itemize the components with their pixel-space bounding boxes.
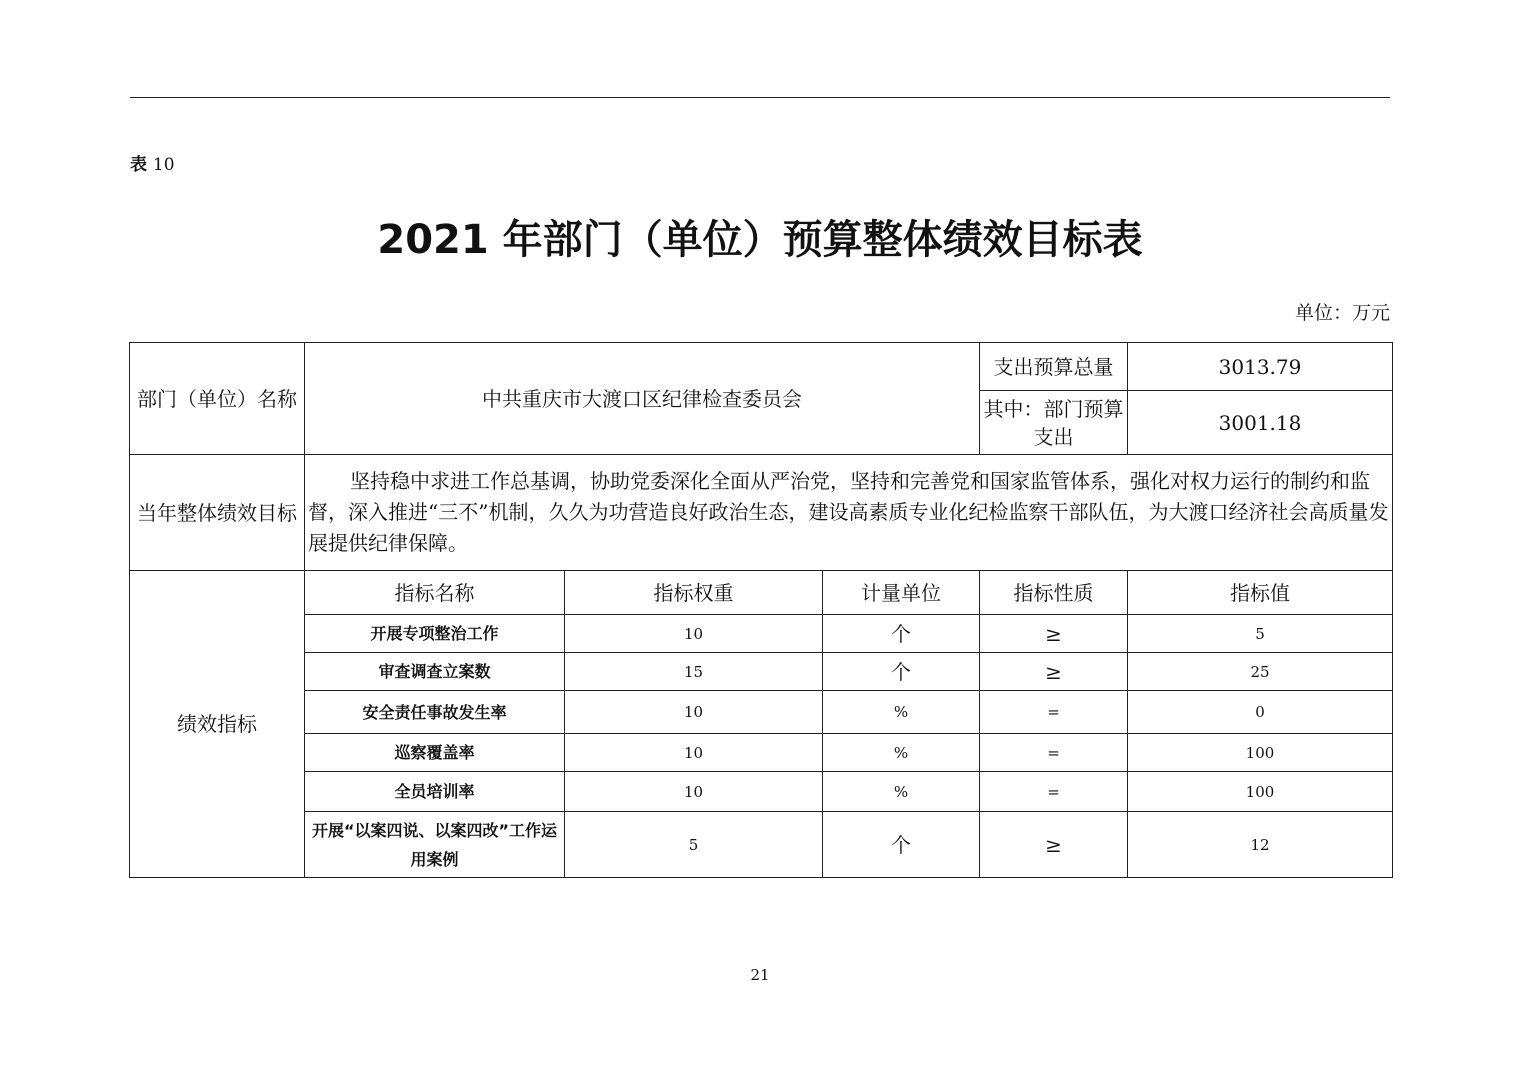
indicator-value: 25 bbox=[1128, 653, 1393, 691]
indicator-value: 12 bbox=[1128, 812, 1393, 878]
dept-label-cell: 部门（单位）名称 bbox=[130, 343, 305, 455]
unit-note: 单位：万元 bbox=[1294, 302, 1390, 324]
indicator-weight: 10 bbox=[565, 734, 823, 772]
goal-text-cell: 坚持稳中求进工作总基调，协助党委深化全面从严治党，坚持和完善党和国家监管体系，强化对权力运行的制约和监督，深入推进“三不”机制，久久为功营造良好政治生态，建设高素质专业化纪检监察干部队伍，为大渡口经济社会高质量发展提供纪律保障。 bbox=[305, 455, 1393, 571]
indicator-value: 100 bbox=[1128, 734, 1393, 772]
total-budget-label-cell: 支出预算总量 bbox=[980, 343, 1128, 391]
indicator-unit: % bbox=[823, 734, 980, 772]
table-row bbox=[130, 691, 1393, 734]
dept-name-cell: 中共重庆市大渡口区纪律检查委员会 bbox=[305, 343, 980, 455]
page-title: 2021 年部门（单位）预算整体绩效目标表 bbox=[377, 217, 1143, 263]
table-row bbox=[130, 653, 1393, 691]
indicator-nature: ≥ bbox=[980, 615, 1128, 653]
indicator-nature: = bbox=[980, 734, 1128, 772]
indicator-nature: = bbox=[980, 772, 1128, 812]
indicator-name: 开展专项整治工作 bbox=[305, 615, 565, 653]
indicator-name: 审查调查立案数 bbox=[305, 653, 565, 691]
indicator-value: 5 bbox=[1128, 615, 1393, 653]
table-row bbox=[130, 812, 1393, 878]
column-header: 计量单位 bbox=[823, 571, 980, 615]
indicator-value: 100 bbox=[1128, 772, 1393, 812]
indicator-name: 全员培训率 bbox=[305, 772, 565, 812]
indicator-unit: 个 bbox=[823, 812, 980, 878]
table-row bbox=[130, 772, 1393, 812]
indicator-weight: 5 bbox=[565, 812, 823, 878]
performance-target-table bbox=[129, 342, 1393, 878]
indicator-name: 巡察覆盖率 bbox=[305, 734, 565, 772]
indicator-nature: ≥ bbox=[980, 812, 1128, 878]
indicator-value: 0 bbox=[1128, 691, 1393, 734]
indicator-nature: = bbox=[980, 691, 1128, 734]
total-budget-value-cell: 3013.79 bbox=[1128, 343, 1393, 391]
header-rule bbox=[130, 97, 1390, 98]
column-header: 指标权重 bbox=[565, 571, 823, 615]
column-header: 指标值 bbox=[1128, 571, 1393, 615]
dept-budget-label-cell: 其中：部门预算支出 bbox=[980, 391, 1128, 455]
table-number: 10 bbox=[152, 155, 175, 175]
indicator-unit: 个 bbox=[823, 653, 980, 691]
indicator-weight: 10 bbox=[565, 772, 823, 812]
dept-budget-value-cell: 3001.18 bbox=[1128, 391, 1393, 455]
table-label bbox=[130, 150, 175, 175]
table-row bbox=[130, 734, 1393, 772]
indicator-unit: % bbox=[823, 772, 980, 812]
page-number: 21 bbox=[750, 966, 770, 984]
indicator-name: 安全责任事故发生率 bbox=[305, 691, 565, 734]
summary-row-total bbox=[130, 343, 1393, 391]
indicator-name: 开展“以案四说、以案四改”工作运用案例 bbox=[305, 812, 565, 878]
indicator-weight: 15 bbox=[565, 653, 823, 691]
column-header: 指标性质 bbox=[980, 571, 1128, 615]
goal-label-cell: 当年整体绩效目标 bbox=[130, 455, 305, 571]
indicator-nature: ≥ bbox=[980, 653, 1128, 691]
indicator-unit: % bbox=[823, 691, 980, 734]
indicator-weight: 10 bbox=[565, 615, 823, 653]
column-header: 指标名称 bbox=[305, 571, 565, 615]
indicator-header-row bbox=[130, 571, 1393, 615]
indicator-section-label: 绩效指标 bbox=[130, 571, 305, 878]
indicator-weight: 10 bbox=[565, 691, 823, 734]
indicator-unit: 个 bbox=[823, 615, 980, 653]
table-label-prefix: 表 bbox=[130, 155, 147, 175]
goal-row bbox=[130, 455, 1393, 571]
table-row bbox=[130, 615, 1393, 653]
